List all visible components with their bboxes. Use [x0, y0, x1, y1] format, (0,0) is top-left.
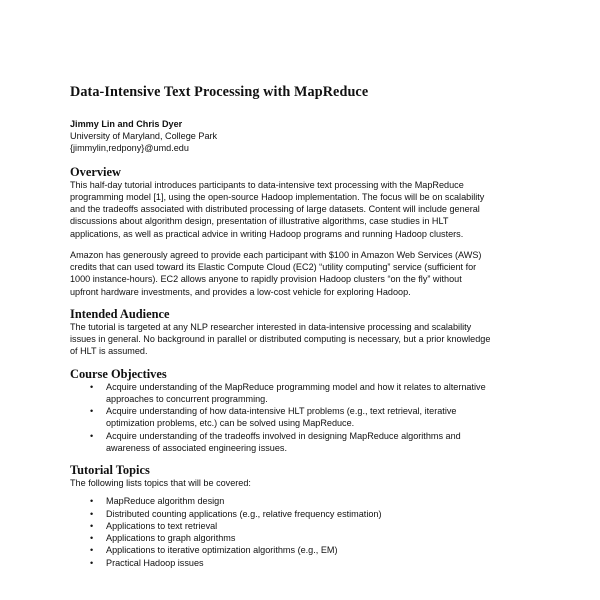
- text-line: The tutorial is targeted at any NLP researcher interested in data-intensive processing and scalability: [70, 321, 472, 332]
- author-email: {jimmylin,redpony}@umd.edu: [70, 143, 189, 154]
- list-item: [90, 495, 540, 507]
- bullet-icon: •: [90, 496, 94, 507]
- overview-heading: Overview: [70, 164, 121, 179]
- bullet-icon: •: [90, 520, 94, 531]
- list-item: [90, 405, 540, 430]
- text-line: Applications to iterative optimization algorithms (e.g., EM): [106, 545, 338, 556]
- text-line: Acquire understanding of the tradeoffs involved in designing MapReduce algorithms and: [106, 430, 461, 441]
- document-page: [70, 84, 540, 569]
- text-line: awareness of associated engineering issues.: [106, 442, 287, 453]
- text-line: Applications to text retrieval: [106, 520, 218, 531]
- text-line: optimization problems, etc.) can be solved using MapReduce.: [106, 418, 355, 429]
- text-line: 1000 instance-hours). EC2 allows anyone to rapidly provision Hadoop clusters “on the fly” without: [70, 274, 462, 285]
- overview-paragraph-2: [70, 249, 540, 298]
- author-block: [70, 118, 540, 155]
- audience-heading: Intended Audience: [70, 306, 170, 321]
- list-item: [90, 430, 540, 455]
- list-item: [90, 532, 540, 544]
- bullet-icon: •: [90, 430, 94, 441]
- author-affiliation: University of Maryland, College Park: [70, 131, 218, 142]
- list-item: [90, 557, 540, 569]
- text-line: Acquire understanding of how data-intensive HLT problems (e.g., text retrieval, iterative: [106, 406, 457, 417]
- topics-heading: Tutorial Topics: [70, 463, 150, 478]
- text-line: Distributed counting applications (e.g., relative frequency estimation): [106, 508, 382, 519]
- text-line: discussions about algorithm design, presentation of illustrative algorithms, case studies in HLT: [70, 216, 449, 227]
- text-line: and the tradeoffs associated with distributed processing of large datasets. Content will include general: [70, 204, 480, 215]
- text-line: approaches to concurrent programming.: [106, 393, 268, 404]
- objectives-heading: Course Objectives: [70, 366, 167, 381]
- text-line: of HLT is assumed.: [70, 346, 148, 357]
- bullet-icon: •: [90, 557, 94, 568]
- text-line: MapReduce algorithm design: [106, 496, 225, 507]
- bullet-icon: •: [90, 545, 94, 556]
- audience-paragraph: [70, 321, 540, 358]
- text-line: applications, as well as practical advice in writing Hadoop programs and running Hadoop clusters.: [70, 228, 464, 239]
- text-line: issues in general. No background in parallel or distributed computing is necessary, but a prior knowledge: [70, 334, 491, 345]
- text-line: This half-day tutorial introduces participants to data-intensive text processing with the MapReduce: [70, 179, 464, 190]
- document-title: Data-Intensive Text Processing with MapReduce: [70, 84, 369, 100]
- text-line: Amazon has generously agreed to provide each participant with $100 in Amazon Web Services (AWS): [70, 249, 482, 260]
- bullet-icon: •: [90, 381, 94, 392]
- text-line: Applications to graph algorithms: [106, 533, 236, 544]
- text-line: programming model [1], using the open-source Hadoop implementation. The focus will be on scalability: [70, 191, 485, 202]
- objectives-list: [70, 381, 540, 455]
- list-item: [90, 508, 540, 520]
- text-line: Practical Hadoop issues: [106, 557, 204, 568]
- text-line: credits that can used toward its Elastic Compute Cloud (EC2) “utility computing” service (sufficient for: [70, 262, 477, 273]
- bullet-icon: •: [90, 406, 94, 417]
- author-names: Jimmy Lin and Chris Dyer: [70, 119, 183, 129]
- bullet-icon: •: [90, 508, 94, 519]
- topics-list: [70, 495, 540, 569]
- topics-intro: The following lists topics that will be covered:: [70, 478, 251, 489]
- list-item: [90, 520, 540, 532]
- overview-paragraph-1: [70, 179, 540, 240]
- text-line: Acquire understanding of the MapReduce programming model and how it relates to alternative: [106, 381, 486, 392]
- list-item: [90, 544, 540, 556]
- list-item: [90, 381, 540, 406]
- bullet-icon: •: [90, 533, 94, 544]
- text-line: upfront hardware investments, and provides a low-cost vehicle for exploring Hadoop.: [70, 286, 411, 297]
